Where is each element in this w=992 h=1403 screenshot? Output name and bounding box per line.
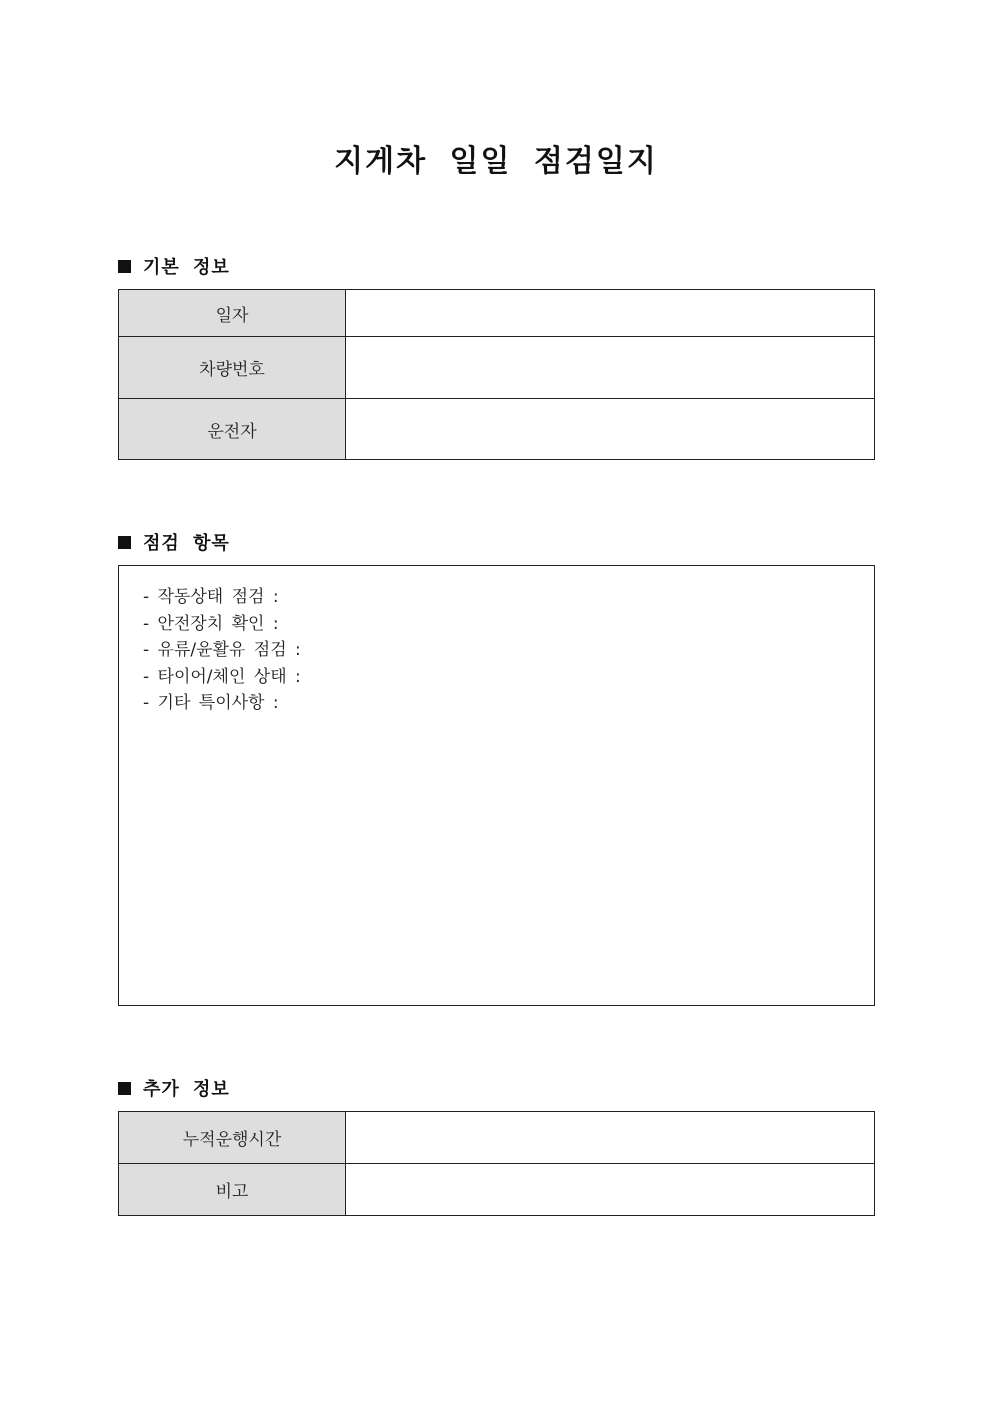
inspection-item-tire-chain: - 타이어/체인 상태 : — [143, 666, 301, 687]
section-heading-basic-info — [118, 253, 230, 279]
table-row-remarks — [119, 1164, 875, 1216]
inspection-item-other-notes: - 기타 특이사항 : — [143, 693, 279, 713]
table-row-date — [119, 290, 875, 337]
inspection-item-list — [119, 566, 874, 717]
black-square-icon — [118, 260, 131, 273]
date-value-field[interactable] — [346, 290, 875, 337]
driver-value-field[interactable] — [346, 399, 875, 460]
black-square-icon — [118, 1082, 131, 1095]
basic-info-table — [118, 289, 875, 460]
driver-label-cell: 운전자 — [119, 399, 346, 460]
additional-info-table — [118, 1111, 875, 1216]
vehicle-number-value-field[interactable] — [346, 337, 875, 399]
remarks-value-field[interactable] — [346, 1164, 875, 1216]
section-heading-label: 추가 정보 — [143, 1079, 230, 1100]
section-heading-additional-info — [118, 1075, 230, 1101]
inspection-item-fuel-lubricant: - 유류/윤활유 점검 : — [143, 640, 301, 660]
inspection-item-safety-device: - 안전장치 확인 : — [143, 613, 279, 634]
document-title: 지게차 일일 점검일지 — [334, 144, 658, 179]
cumulative-hours-value-field[interactable] — [346, 1112, 875, 1164]
black-square-icon — [118, 536, 131, 549]
table-row-vehicle-number — [119, 337, 875, 399]
section-heading-label: 점검 항목 — [143, 533, 230, 554]
inspection-items-box[interactable] — [118, 565, 875, 1006]
table-row-driver — [119, 399, 875, 460]
vehicle-number-label-cell: 차량번호 — [119, 337, 346, 399]
section-heading-label: 기본 정보 — [143, 257, 230, 278]
remarks-label-cell: 비고 — [119, 1164, 346, 1216]
date-label-cell: 일자 — [119, 290, 346, 337]
inspection-item-operation-status: - 작동상태 점검 : — [143, 587, 279, 607]
section-heading-inspection-items — [118, 529, 230, 555]
table-row-cumulative-hours — [119, 1112, 875, 1164]
cumulative-hours-label-cell: 누적운행시간 — [119, 1112, 346, 1164]
